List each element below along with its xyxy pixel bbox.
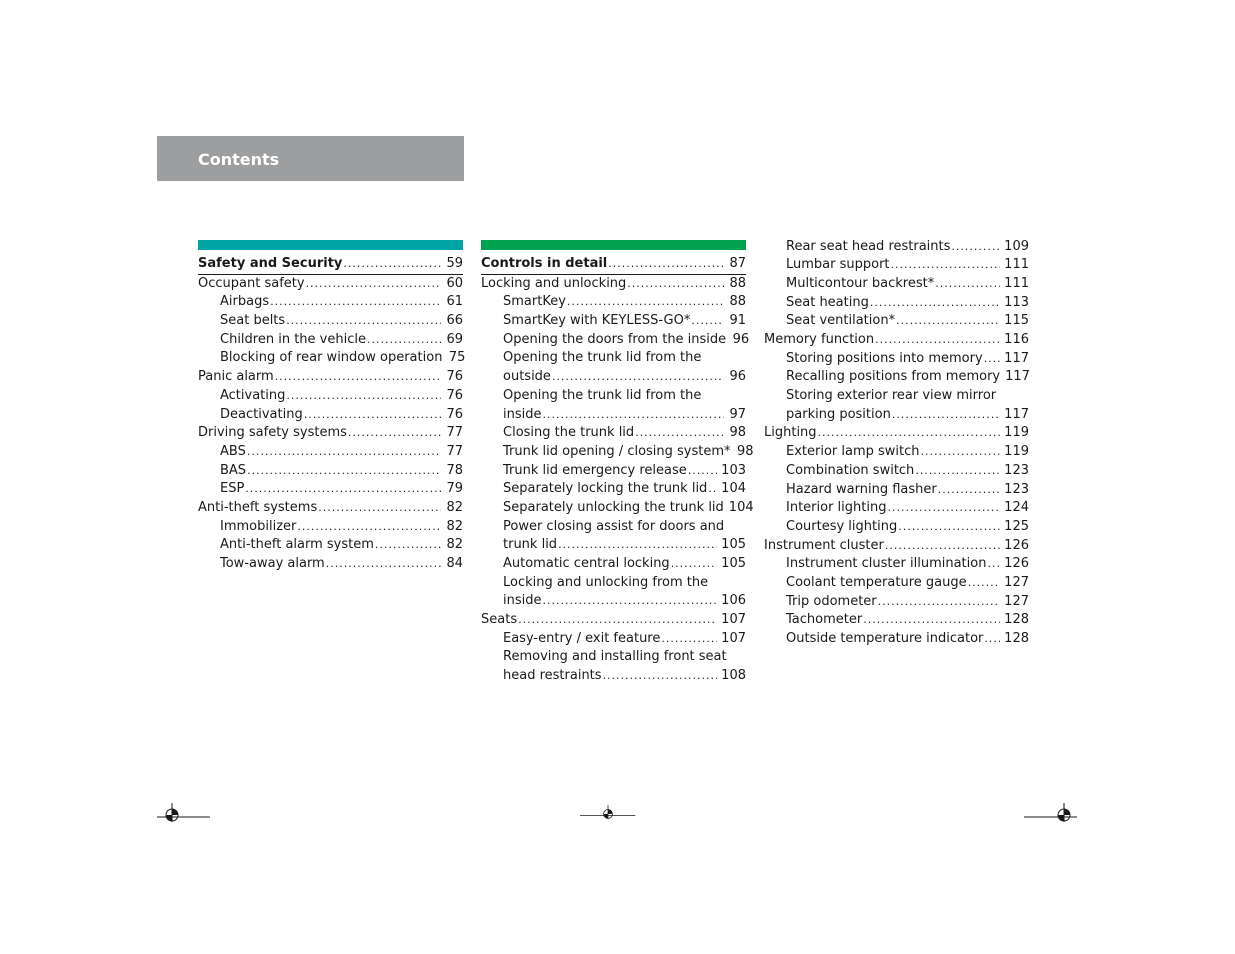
toc-entry-title: Automatic central locking: [503, 556, 670, 571]
toc-entry[interactable]: [764, 443, 1029, 462]
toc-entry-title: Courtesy lighting: [786, 518, 898, 534]
dot-leader: [635, 424, 724, 443]
dot-leader: [627, 275, 724, 294]
toc-entry-title: Instrument cluster illumination: [786, 556, 987, 572]
toc-entry[interactable]: [481, 443, 754, 462]
registration-mark-center: [580, 800, 636, 822]
toc-entry-title: parking position: [786, 406, 891, 422]
toc-entry-title: Locking and unlocking from the: [503, 574, 709, 590]
section-color-bar: [481, 240, 746, 250]
toc-entry-title: Outside temperature indicator: [786, 631, 984, 647]
toc-entry-title: Seat ventilation*: [786, 313, 896, 329]
toc-entry[interactable]: [198, 424, 463, 443]
toc-entry-page: 117: [1005, 369, 1030, 385]
dot-leader: [558, 536, 717, 555]
toc-entry[interactable]: [764, 387, 1029, 406]
toc-entry-page: 91: [729, 313, 746, 329]
toc-entry-page: 124: [1004, 500, 1029, 516]
toc-entry[interactable]: [481, 368, 746, 387]
dot-leader: [885, 537, 1000, 556]
dot-leader: [543, 406, 725, 425]
toc-entry-title: outside: [503, 369, 551, 385]
dot-leader: [304, 406, 441, 425]
toc-entry-page: 123: [1004, 462, 1029, 478]
dot-leader: [286, 312, 441, 331]
toc-entry[interactable]: [481, 462, 746, 481]
toc-entry-title: Panic alarm: [198, 369, 274, 385]
toc-entry[interactable]: [481, 480, 746, 499]
toc-entry-page: 98: [737, 443, 754, 459]
toc-entry-title: Recalling positions from memory: [786, 369, 1001, 385]
toc-entry-title: Occupant safety: [198, 275, 305, 291]
dot-leader: [984, 630, 1000, 649]
toc-entry-title: Tachometer: [786, 612, 863, 628]
toc-entry-title: Driving safety systems: [198, 425, 347, 441]
toc-entry-page: 107: [721, 630, 746, 646]
toc-entry-title: Opening the trunk lid from the: [503, 387, 702, 403]
toc-entry[interactable]: [764, 406, 1029, 425]
toc-entry[interactable]: [481, 331, 750, 350]
toc-entry-page: 104: [721, 481, 746, 497]
toc-entry[interactable]: [481, 275, 746, 294]
contents-header: [157, 136, 464, 181]
toc-entry[interactable]: [481, 611, 746, 630]
toc-entry[interactable]: [481, 424, 746, 443]
toc-entry[interactable]: [481, 518, 746, 537]
toc-entry[interactable]: [198, 536, 463, 555]
toc-entry-title: Storing exterior rear view mirror: [786, 388, 997, 404]
toc-entry-page: 75: [448, 350, 466, 366]
toc-entry-page: 126: [1004, 556, 1029, 572]
toc-entry-title: Easy-entry / exit feature: [503, 630, 661, 646]
toc-entry[interactable]: [198, 480, 463, 499]
dot-leader: [951, 238, 1000, 257]
page-title: Contents: [198, 150, 280, 169]
toc-entry[interactable]: [481, 555, 746, 574]
toc-entry-title: Instrument cluster: [764, 537, 884, 553]
dot-leader: [863, 611, 1000, 630]
toc-entry-page: 77: [446, 425, 463, 441]
toc-entry-page: 111: [1004, 257, 1029, 273]
toc-entry-page: 88: [729, 275, 746, 291]
toc-entry[interactable]: [481, 648, 746, 667]
toc-entry-page: 103: [721, 462, 746, 478]
toc-entry-page: 79: [446, 481, 463, 497]
toc-entry-title: Tow-away alarm: [220, 556, 325, 571]
toc-entry-title: Separately unlocking the trunk lid: [503, 499, 724, 515]
toc-entry[interactable]: [198, 462, 463, 481]
toc-section-heading[interactable]: [481, 255, 746, 275]
toc-entry-title: Seat heating: [786, 294, 869, 310]
toc-entry[interactable]: [481, 536, 746, 555]
toc-entry-title: Interior lighting: [786, 500, 887, 516]
toc-entry-page: 82: [446, 499, 463, 515]
toc-entry-page: 113: [1004, 294, 1029, 310]
toc-entry[interactable]: [198, 555, 463, 574]
toc-entry[interactable]: [764, 350, 1029, 369]
toc-entry-page: 78: [446, 462, 463, 478]
toc-entry-title: Lighting: [764, 425, 817, 441]
toc-entry-title: Safety and Security: [198, 256, 343, 271]
toc-entry[interactable]: [764, 462, 1029, 481]
dot-leader: [691, 312, 724, 331]
dot-leader: [608, 255, 724, 274]
toc-section-heading[interactable]: [198, 255, 463, 275]
toc-entry[interactable]: [764, 574, 1029, 593]
dot-leader: [326, 555, 441, 574]
dot-leader: [870, 294, 1000, 313]
toc-entry[interactable]: [764, 518, 1029, 537]
toc-entry-title: Removing and installing front seat: [503, 649, 727, 665]
toc-entry-page: 76: [446, 369, 463, 385]
toc-entry[interactable]: [198, 275, 463, 294]
dot-leader: [968, 574, 1001, 593]
toc-entry[interactable]: [481, 667, 746, 686]
toc-entry-page: 106: [721, 593, 746, 609]
toc-entry[interactable]: [764, 611, 1029, 630]
toc-entry-title: Hazard warning flasher: [786, 481, 937, 497]
dot-leader: [518, 611, 717, 630]
toc-entry-title: Seats: [481, 612, 518, 628]
toc-entry[interactable]: [764, 555, 1029, 574]
toc-entry-page: 107: [721, 612, 746, 628]
dot-leader: [567, 293, 724, 312]
toc-entry[interactable]: [481, 499, 754, 518]
dot-leader: [375, 536, 441, 555]
toc-entry[interactable]: [764, 537, 1029, 556]
toc-entry[interactable]: [764, 499, 1029, 518]
toc-entry-title: Deactivating: [220, 406, 303, 422]
dot-leader: [818, 424, 1001, 443]
toc-entry-title: Seat belts: [220, 313, 286, 329]
toc-entry[interactable]: [198, 331, 463, 350]
toc-entry-title: Coolant temperature gauge: [786, 574, 967, 590]
toc-entry-page: 60: [446, 275, 463, 291]
dot-leader: [938, 481, 1000, 500]
dot-leader: [984, 350, 1001, 369]
dot-leader: [247, 462, 441, 481]
toc-entry-page: 128: [1004, 612, 1029, 628]
toc-entry-title: Anti-theft systems: [198, 499, 318, 515]
toc-entry-title: Trunk lid opening / closing system*: [503, 443, 731, 459]
toc-entry-title: Lumbar support: [786, 257, 890, 273]
toc-entry-title: Exterior lamp switch: [786, 444, 920, 460]
toc-entry-title: BAS: [220, 462, 247, 478]
toc-column-controls: [481, 240, 754, 686]
toc-entry-page: 96: [732, 331, 750, 347]
toc-entry-page: 97: [729, 406, 746, 422]
toc-entry-page: 123: [1004, 481, 1029, 497]
toc-entry-page: 128: [1004, 631, 1029, 647]
dot-leader: [275, 368, 441, 387]
toc-entry-title: Activating: [220, 387, 286, 403]
toc-entry-page: 108: [721, 668, 746, 684]
toc-entry-title: Blocking of rear window operation: [220, 350, 443, 366]
toc-entry-page: 76: [446, 406, 463, 422]
dot-leader: [891, 256, 1001, 275]
dot-leader: [892, 406, 1000, 425]
toc-entry-page: 119: [1004, 425, 1029, 441]
dot-leader: [318, 499, 441, 518]
toc-entry-title: Trunk lid emergency release: [503, 462, 687, 478]
toc-entry[interactable]: [764, 238, 1029, 257]
registration-mark-left: [157, 800, 213, 822]
toc-entry[interactable]: [764, 593, 1029, 612]
toc-entry-title: Multicontour backrest*: [786, 275, 935, 291]
toc-entry-title: Airbags: [220, 294, 270, 310]
toc-entry-page: 98: [729, 425, 746, 441]
dot-leader: [247, 443, 441, 462]
toc-entry-page: 117: [1004, 406, 1029, 422]
toc-entry-title: Closing the trunk lid: [503, 425, 635, 441]
toc-entry-page: 87: [729, 256, 746, 271]
dot-leader: [306, 275, 441, 294]
toc-entry-page: 127: [1004, 574, 1029, 590]
dot-leader: [661, 630, 717, 649]
toc-entry-title: ABS: [220, 443, 246, 459]
toc-entry-page: 126: [1004, 537, 1029, 553]
toc-entry-page: 127: [1004, 593, 1029, 609]
toc-entry-page: 76: [446, 387, 463, 403]
toc-column-controls-continued: [764, 238, 1029, 649]
toc-entry[interactable]: [198, 387, 463, 406]
toc-entry[interactable]: [481, 293, 746, 312]
toc-entry[interactable]: [481, 406, 746, 425]
toc-entry-page: 104: [728, 499, 754, 515]
toc-entry[interactable]: [481, 592, 746, 611]
toc-entry-page: 82: [446, 537, 463, 553]
toc-entry[interactable]: [198, 499, 463, 518]
toc-entry-page: 105: [721, 537, 746, 553]
dot-leader: [348, 424, 441, 443]
dot-leader: [875, 331, 1000, 350]
toc-entry-title: head restraints: [503, 668, 602, 684]
toc-entry-title: Rear seat head restraints: [786, 238, 951, 254]
dot-leader: [987, 555, 1000, 574]
toc-entry-title: Separately locking the trunk lid: [503, 481, 708, 497]
toc-entry-title: Opening the trunk lid from the: [503, 350, 702, 366]
toc-entry[interactable]: [764, 294, 1029, 313]
section-color-bar: [198, 240, 463, 250]
toc-entry-page: 125: [1004, 518, 1029, 534]
toc-entry-page: 111: [1004, 275, 1029, 291]
toc-entry[interactable]: [764, 312, 1029, 331]
dot-leader: [915, 462, 1000, 481]
toc-entry-title: ESP: [220, 481, 245, 497]
toc-entry-page: 66: [446, 313, 463, 329]
toc-entry[interactable]: [198, 406, 463, 425]
toc-entry[interactable]: [198, 518, 463, 537]
dot-leader: [286, 387, 441, 406]
toc-entry-page: 96: [729, 369, 746, 385]
toc-entry-title: SmartKey with KEYLESS-GO*: [503, 313, 691, 329]
toc-entry[interactable]: [481, 387, 746, 406]
toc-entry-title: Combination switch: [786, 462, 915, 478]
dot-leader: [543, 592, 718, 611]
toc-entry-title: Children in the vehicle: [220, 331, 366, 347]
toc-entry-page: 77: [446, 443, 463, 459]
dot-leader: [896, 312, 1000, 331]
toc-entry[interactable]: [764, 368, 1029, 387]
toc-entry-page: 109: [1004, 238, 1029, 254]
dot-leader: [708, 480, 717, 499]
toc-entry-page: 61: [446, 294, 463, 310]
toc-entry-page: 69: [446, 331, 463, 347]
toc-entry-title: inside: [503, 593, 542, 609]
toc-column-safety: [198, 240, 466, 574]
toc-entry-page: 115: [1004, 313, 1029, 329]
toc-entry-title: Power closing assist for doors and: [503, 518, 725, 534]
toc-entry[interactable]: [764, 424, 1029, 443]
toc-entry-page: 119: [1004, 444, 1029, 460]
toc-entry-title: Opening the doors from the inside: [503, 331, 727, 347]
toc-entry[interactable]: [481, 574, 746, 593]
toc-entry[interactable]: [198, 443, 463, 462]
toc-entry-title: Anti-theft alarm system: [220, 537, 374, 553]
dot-leader: [921, 443, 1001, 462]
toc-entry-page: 82: [446, 518, 463, 534]
toc-entry[interactable]: [764, 275, 1029, 294]
toc-entry-title: inside: [503, 406, 542, 422]
toc-entry-title: Storing positions into memory: [786, 350, 983, 366]
toc-entry[interactable]: [198, 368, 463, 387]
toc-entry-page: 88: [729, 294, 746, 310]
toc-entry-title: Immobilizer: [220, 518, 297, 534]
toc-entry-page: 59: [446, 256, 463, 271]
toc-entry[interactable]: [481, 630, 746, 649]
toc-entry[interactable]: [764, 630, 1029, 649]
dot-leader: [245, 480, 441, 499]
dot-leader: [367, 331, 441, 350]
toc-entry-title: Controls in detail: [481, 256, 608, 271]
toc-entry-title: SmartKey: [503, 294, 566, 310]
toc-entry-title: Memory function: [764, 332, 875, 348]
toc-entry[interactable]: [764, 331, 1029, 350]
dot-leader: [343, 255, 441, 274]
dot-leader: [270, 293, 441, 312]
dot-leader: [603, 667, 718, 686]
dot-leader: [878, 593, 1001, 612]
dot-leader: [671, 555, 717, 574]
toc-entry-page: 105: [721, 556, 746, 571]
toc-entry[interactable]: [198, 293, 463, 312]
toc-entry[interactable]: [481, 349, 746, 368]
dot-leader: [552, 368, 724, 387]
toc-entry-title: trunk lid: [503, 537, 558, 553]
dot-leader: [935, 275, 1000, 294]
toc-entry[interactable]: [481, 312, 746, 331]
toc-entry-page: 84: [446, 556, 463, 571]
dot-leader: [898, 518, 1000, 537]
toc-entry-page: 117: [1004, 350, 1029, 366]
dot-leader: [688, 462, 717, 481]
dot-leader: [297, 518, 441, 537]
toc-entry[interactable]: [764, 481, 1029, 500]
toc-entry-title: Locking and unlocking: [481, 275, 627, 291]
toc-entry[interactable]: [198, 349, 466, 368]
dot-leader: [887, 499, 1000, 518]
toc-entry-page: 116: [1004, 332, 1029, 348]
toc-entry[interactable]: [198, 312, 463, 331]
toc-entry[interactable]: [764, 256, 1029, 275]
registration-mark-right: [1024, 800, 1080, 822]
toc-entry-title: Trip odometer: [786, 593, 877, 609]
